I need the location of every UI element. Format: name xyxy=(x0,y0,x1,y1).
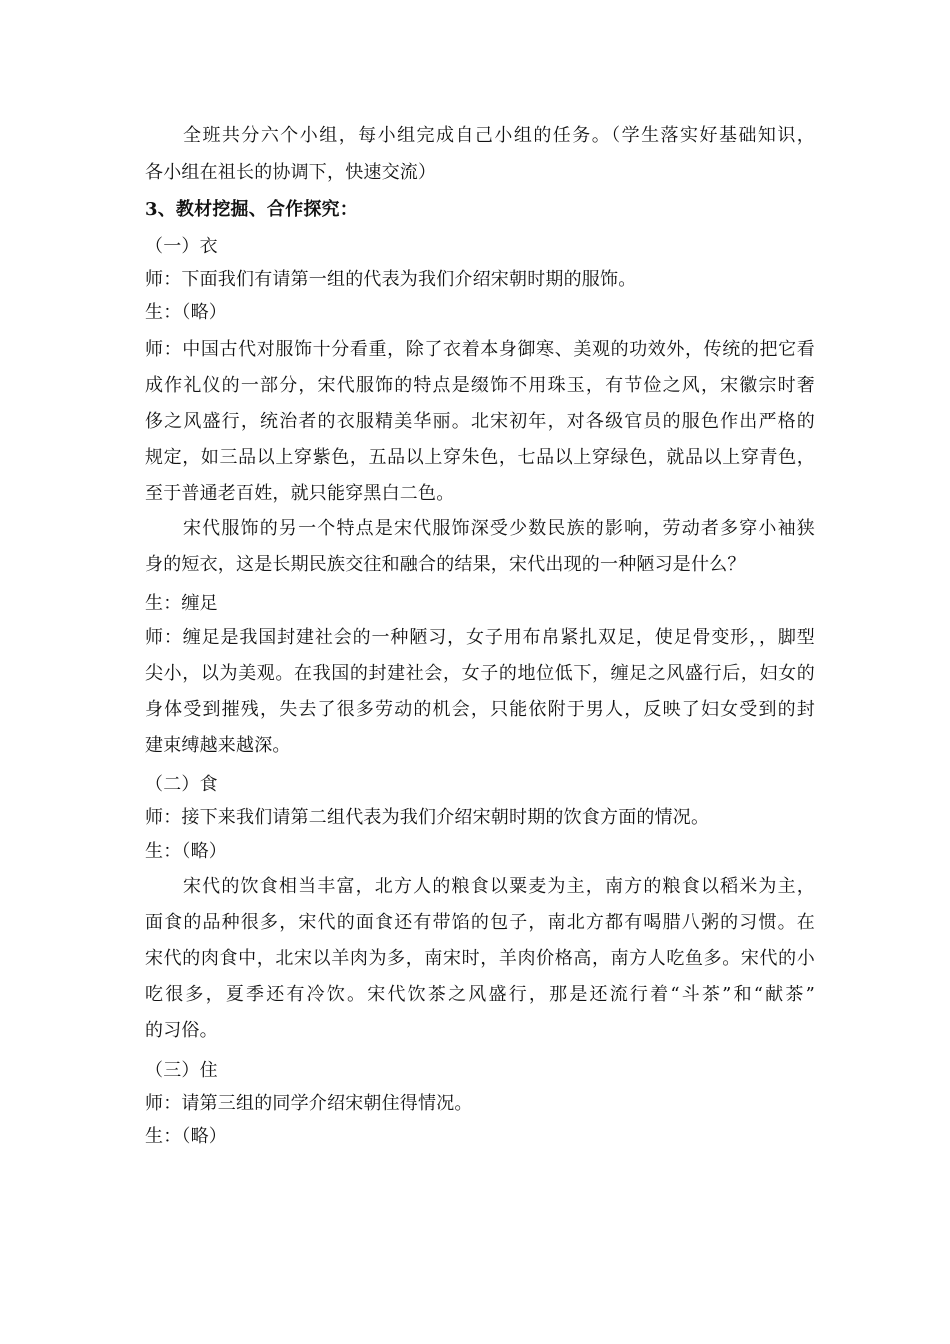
paragraph-line: 成作礼仪的一部分，宋代服饰的特点是缀饰不用珠玉，有节俭之风，宋徽宗时奢 xyxy=(145,375,815,396)
paragraph-line: 身的短衣，这是长期民族交往和融合的结果，宋代出现的一种陋习是什么？ xyxy=(145,554,746,575)
dialogue-line: 师：下面我们有请第一组的代表为我们介绍宋朝时期的服饰。 xyxy=(145,269,637,290)
section-heading: 3、教材挖掘、合作探究： xyxy=(145,199,358,220)
paragraph-line: 的习俗。 xyxy=(145,1020,218,1041)
paragraph-line: 规定，如三品以上穿紫色，五品以上穿朱色，七品以上穿绿色，就品以上穿青色， xyxy=(145,447,815,468)
paragraph-line: 侈之风盛行，统治者的衣服精美华丽。北宋初年，对各级官员的服色作出严格的 xyxy=(145,411,815,432)
subsection-heading: （三）住 xyxy=(145,1060,218,1081)
dialogue-line: 生：（略） xyxy=(145,302,227,323)
paragraph-line: 建束缚越来越深。 xyxy=(145,735,291,756)
paragraph-line: 尖小，以为美观。在我国的封建社会，女子的地位低下，缠足之风盛行后，妇女的 xyxy=(145,663,815,684)
paragraph-line: 至于普通老百姓，就只能穿黑白二色。 xyxy=(145,483,455,504)
dialogue-line: 生：（略） xyxy=(145,841,227,862)
paragraph-line: 吃很多，夏季还有冷饮。宋代饮茶之风盛行，那是还流行着“斗茶”和“献茶” xyxy=(145,984,815,1005)
paragraph-line: 面食的品种很多，宋代的面食还有带馅的包子，南北方都有喝腊八粥的习惯。在 xyxy=(145,912,815,933)
subsection-heading: （一）衣 xyxy=(145,236,218,257)
paragraph-line: 宋代服饰的另一个特点是宋代服饰深受少数民族的影响，劳动者多穿小袖狭 xyxy=(183,518,815,539)
dialogue-line: 生：（略） xyxy=(145,1126,227,1147)
paragraph-line: 各小组在祖长的协调下，快速交流） xyxy=(145,162,437,183)
dialogue-line: 生：缠足 xyxy=(145,593,218,614)
paragraph-line: 宋代的饮食相当丰富，北方人的粮食以粟麦为主，南方的粮食以稻米为主， xyxy=(183,876,815,897)
dialogue-line: 师：接下来我们请第二组代表为我们介绍宋朝时期的饮食方面的情况。 xyxy=(145,807,710,828)
paragraph-line: 师：中国古代对服饰十分看重，除了衣着本身御寒、美观的功效外，传统的把它看 xyxy=(145,339,815,360)
paragraph-line: 师：缠足是我国封建社会的一种陋习，女子用布帛紧扎双足，使足骨变形，，脚型 xyxy=(145,627,815,648)
dialogue-line: 师：请第三组的同学介绍宋朝住得情况。 xyxy=(145,1093,473,1114)
subsection-heading: （二）食 xyxy=(145,774,218,795)
paragraph-line: 全班共分六个小组，每小组完成自己小组的任务。（学生落实好基础知识， xyxy=(183,125,815,146)
paragraph-line: 身体受到摧残，失去了很多劳动的机会，只能依附于男人，反映了妇女受到的封 xyxy=(145,699,815,720)
paragraph-line: 宋代的肉食中，北宋以羊肉为多，南宋时，羊肉价格高，南方人吃鱼多。宋代的小 xyxy=(145,948,815,969)
